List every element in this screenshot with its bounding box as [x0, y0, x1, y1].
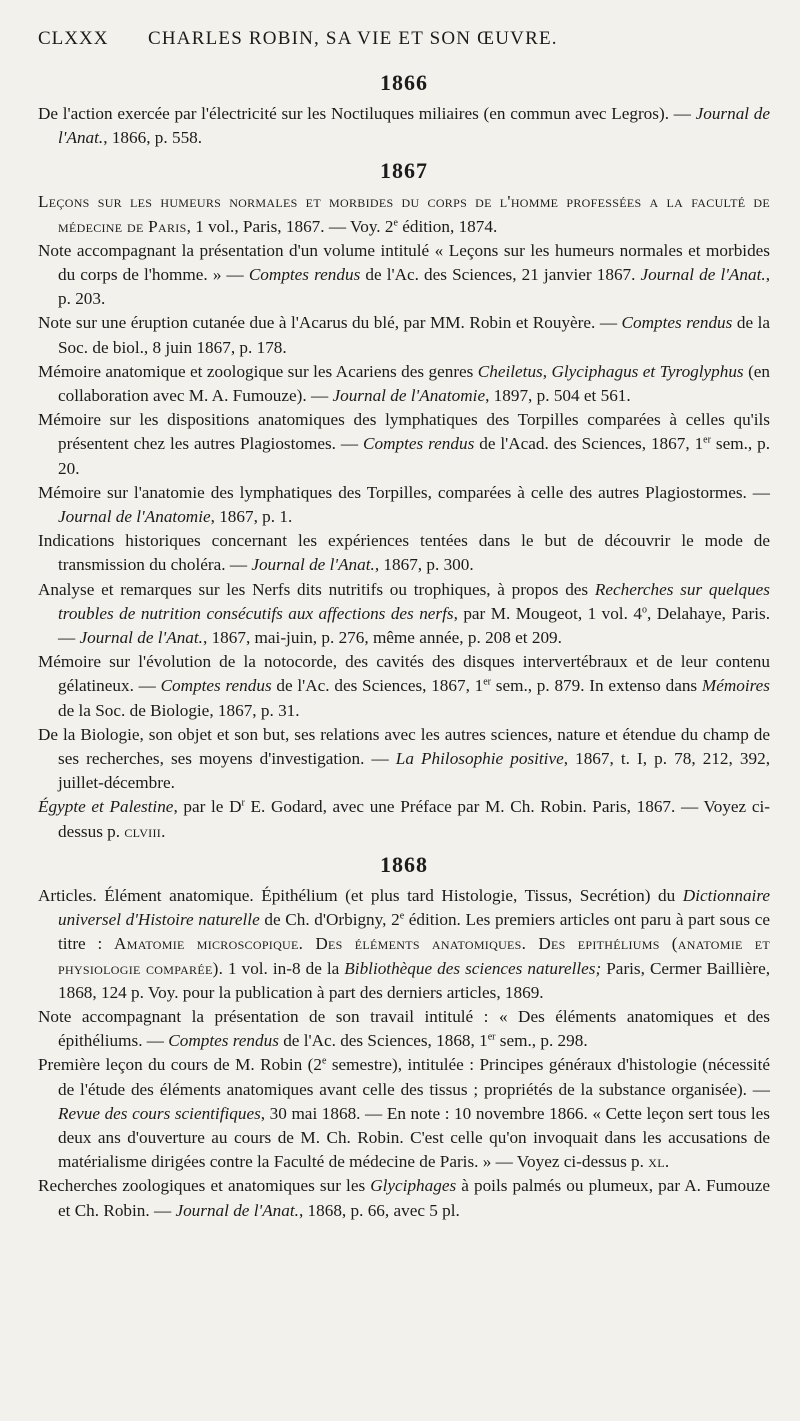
entry-text: , Delahaye, Paris. — — [58, 603, 771, 648]
entry-text: , par le D — [173, 797, 242, 817]
entry-text: Analyse et remarques sur les Nerfs dits nutritifs ou trophiques, à propos des — [38, 579, 595, 599]
bibliography-entry — [38, 190, 770, 238]
entry-text: Note accompagnant la présentation de son travail intitulé : « Des éléments anatomiques et des épithéliums. — — [38, 1006, 770, 1051]
entry-superscript: er — [487, 1031, 496, 1043]
entry-italic-title: Journal de l'Anat. — [251, 555, 375, 575]
entry-text: de l'Ac. des Sciences, 21 janvier 1867. — [360, 265, 641, 285]
entry-italic-title: Glyciphages — [370, 1176, 457, 1196]
entry-text: , 1 vol., Paris, 1867. — Voy. 2 — [186, 216, 394, 236]
entry-text: , 1867, p. 300. — [374, 555, 474, 575]
entry-text: sem., p. 879. In extenso dans — [491, 676, 702, 696]
entry-text: édition, 1874. — [397, 216, 498, 236]
bibliography-entry — [38, 481, 770, 529]
bibliography-entry — [38, 408, 770, 481]
entry-italic-title: Comptes rendus — [363, 434, 475, 454]
entry-text: . — [161, 821, 166, 841]
entry-text: semestre), intitulée : Principes généraux d'histologie (nécessité de l'étude des éléments anatomiques avant celle des tissus ; propriétés de la substance organisée). — — [58, 1055, 770, 1099]
bibliography-entry — [38, 239, 770, 312]
entry-text: de l'Ac. des Sciences, 1867, 1 — [271, 676, 484, 696]
entry-italic-title: Journal de l'Anat. — [175, 1200, 299, 1220]
entry-text: Première leçon du cours de M. Robin (2 — [38, 1055, 322, 1075]
bibliography-entry — [38, 723, 770, 796]
year-heading: 1866 — [380, 70, 428, 95]
bibliography-entry — [38, 102, 770, 150]
entry-superscript: o — [641, 604, 647, 616]
entry-superscript: er — [483, 676, 492, 688]
entry-italic-title: Journal de l'Anatomie — [58, 507, 211, 527]
entry-italic-title: Recherches sur quelques troubles de nutrition consécutifs aux affections des nerfs — [58, 579, 770, 623]
bibliography-entry — [38, 1005, 770, 1053]
entry-small-caps: xl — [648, 1152, 665, 1172]
entry-italic-title: Journal de l'Anat. — [640, 265, 766, 285]
entry-text: De la Biologie, son objet et son but, ses relations avec les autres sciences, nature et étendue du champ de ses recherches, ses moyens d'investigation. — — [38, 724, 770, 769]
entry-text: Indications historiques concernant les expériences tentées dans le but de découvrir le mode de transmission du choléra. — — [38, 531, 770, 575]
entry-text: , 1867, mai-juin, p. 276, même année, p. 208 et 209. — [202, 628, 562, 648]
entry-text: , 1868, p. 66, avec 5 pl. — [298, 1200, 460, 1220]
bibliography-entry — [38, 578, 770, 651]
entry-italic-title: La Philosophie positive — [395, 749, 564, 769]
entry-text: édition. Les premiers articles ont paru à part sous ce titre : — [58, 910, 771, 954]
entry-text: Note sur une éruption cutanée due à l'Acarus du blé, par MM. Robin et Rouyère. — — [38, 313, 622, 333]
entry-small-caps: clviii — [124, 821, 162, 841]
entry-text: de Ch. d'Orbigny, 2 — [259, 910, 400, 930]
bibliography-content — [38, 70, 770, 1223]
entry-text: . — [664, 1152, 670, 1172]
entry-text: sem., p. 20. — [58, 434, 770, 478]
entry-small-caps: Leçons sur les humeurs normales et morbides du corps de l'homme professées a la faculté de médecine de Paris — [38, 192, 770, 236]
entry-superscript: er — [703, 434, 711, 446]
entry-superscript: e — [399, 910, 405, 922]
entry-italic-title: Égypte et Palestine — [38, 797, 174, 817]
entry-text: , 1866, p. 558. — [103, 128, 203, 148]
entry-italic-title: Journal de l'Anat. — [58, 104, 770, 148]
entry-italic-title: Cheiletus — [477, 361, 543, 381]
entry-text: Mémoire sur l'évolution de la notocorde, des cavités des disques intervertébraux et de leur contenu gélatineux. — — [38, 652, 770, 696]
page-folio: CLXXX — [38, 28, 109, 49]
entry-italic-title: Comptes rendus — [168, 1031, 279, 1051]
running-title: CHARLES ROBIN, SA VIE ET SON ŒUVRE. — [148, 28, 558, 49]
entry-text: . 1 vol. in-8 de la — [218, 958, 345, 978]
entry-text: , p. 203. — [58, 265, 770, 309]
entry-text: Articles. Élément anatomique. Épithélium (et plus tard Histologie, Tissus, Secrétion) du — [38, 885, 683, 905]
entry-text: Recherches zoologiques et anatomiques sur les — [38, 1176, 371, 1196]
entry-text: (en collaboration avec M. A. Fumouze). — — [58, 361, 771, 406]
entry-italic-title: Revue des cours scientifiques — [58, 1103, 261, 1123]
entry-text: de l'Ac. des Sciences, 1868, 1 — [278, 1031, 488, 1051]
entry-italic-title: Comptes rendus — [248, 265, 361, 285]
entry-text: , 1867, p. 1. — [210, 507, 293, 527]
bibliography-entry — [38, 1053, 770, 1174]
entry-text: De l'action exercée par l'électricité sur les Noctiluques miliaires (en commun avec Legros). — — [38, 104, 696, 123]
entry-text: de la Soc. de Biologie, 1867, p. 31. — [58, 700, 300, 720]
bibliography-entry — [38, 1174, 770, 1222]
entry-italic-title: Comptes rendus — [621, 313, 733, 333]
entry-text: , — [542, 361, 552, 381]
year-heading: 1867 — [380, 158, 428, 184]
entry-small-caps: Amatomie microscopique. Des éléments anatomiques. Des epithéliums (anatomie et physiologie comparée) — [58, 934, 770, 978]
entry-text: Paris, Cermer Baillière, 1868, 124 p. Voy. pour la publication à part des derniers articles, 1869. — [58, 958, 770, 1002]
entry-text: à poils palmés ou plumeux, par A. Fumouze et Ch. Robin. — — [58, 1176, 770, 1220]
bibliography-entry — [38, 360, 770, 408]
entry-text: , 1867, t. I, p. 78, 212, 392, juillet-décembre. — [58, 749, 770, 793]
entry-text: de la Soc. de biol., 8 juin 1867, p. 178. — [58, 313, 771, 357]
entry-italic-title: Journal de l'Anatomie — [332, 386, 486, 406]
entry-text: , par M. Mougeot, 1 vol. 4 — [453, 603, 642, 623]
entry-text: Note accompagnant la présentation d'un volume intitulé « Leçons sur les humeurs normales et morbides du corps de l'homme. » — — [38, 240, 770, 285]
entry-italic-title: Comptes rendus — [160, 676, 272, 696]
entry-text: Mémoire anatomique et zoologique sur les Acariens des genres — [38, 361, 478, 381]
entry-text: Mémoire sur l'anatomie des lymphatiques des Torpilles, comparées à celle des autres Plagiostormes. — — [38, 482, 770, 502]
entry-text: de l'Acad. des Sciences, 1867, 1 — [474, 434, 704, 454]
bibliography-entry — [38, 650, 770, 723]
entry-superscript: e — [321, 1055, 327, 1067]
entry-text: sem., p. 298. — [495, 1031, 588, 1051]
entry-superscript: r — [241, 797, 245, 809]
year-heading: 1868 — [380, 851, 428, 877]
running-head — [38, 28, 770, 62]
entry-italic-title: Dictionnaire universel d'Histoire naturelle — [58, 885, 770, 930]
entry-text: , 1897, p. 504 et 561. — [485, 386, 631, 406]
entry-text: Mémoire sur les dispositions anatomiques des lymphatiques des Torpilles comparées à celles qu'ils présentent chez les autres Plagiostomes. — — [38, 410, 770, 454]
entry-italic-title: Journal de l'Anat. — [79, 628, 203, 648]
bibliography-entry — [38, 529, 770, 577]
entry-superscript: e — [393, 216, 398, 228]
entry-text: , 30 mai 1868. — En note : 10 novembre 1866. « Cette leçon sert tous les deux ans d'ouverture au cours de M. Ch. Robin. C'est celle qu'on invoquait dans les accusations de matérialisme dirigées contre la Faculté de médecine de Paris. » — Voyez ci-dessus p. — [58, 1103, 770, 1172]
bibliography-entry — [38, 795, 770, 843]
bibliography-entry — [38, 884, 770, 1005]
entry-italic-title: Glyciphagus et Tyroglyphus — [551, 361, 744, 381]
entry-italic-title: Bibliothèque des sciences naturelles; — [344, 958, 602, 978]
bibliography-entry — [38, 311, 770, 359]
entry-italic-title: Mémoires — [701, 676, 770, 696]
entry-text: E. Godard, avec une Préface par M. Ch. Robin. Paris, 1867. — Voyez ci-dessus p. — [58, 797, 770, 841]
